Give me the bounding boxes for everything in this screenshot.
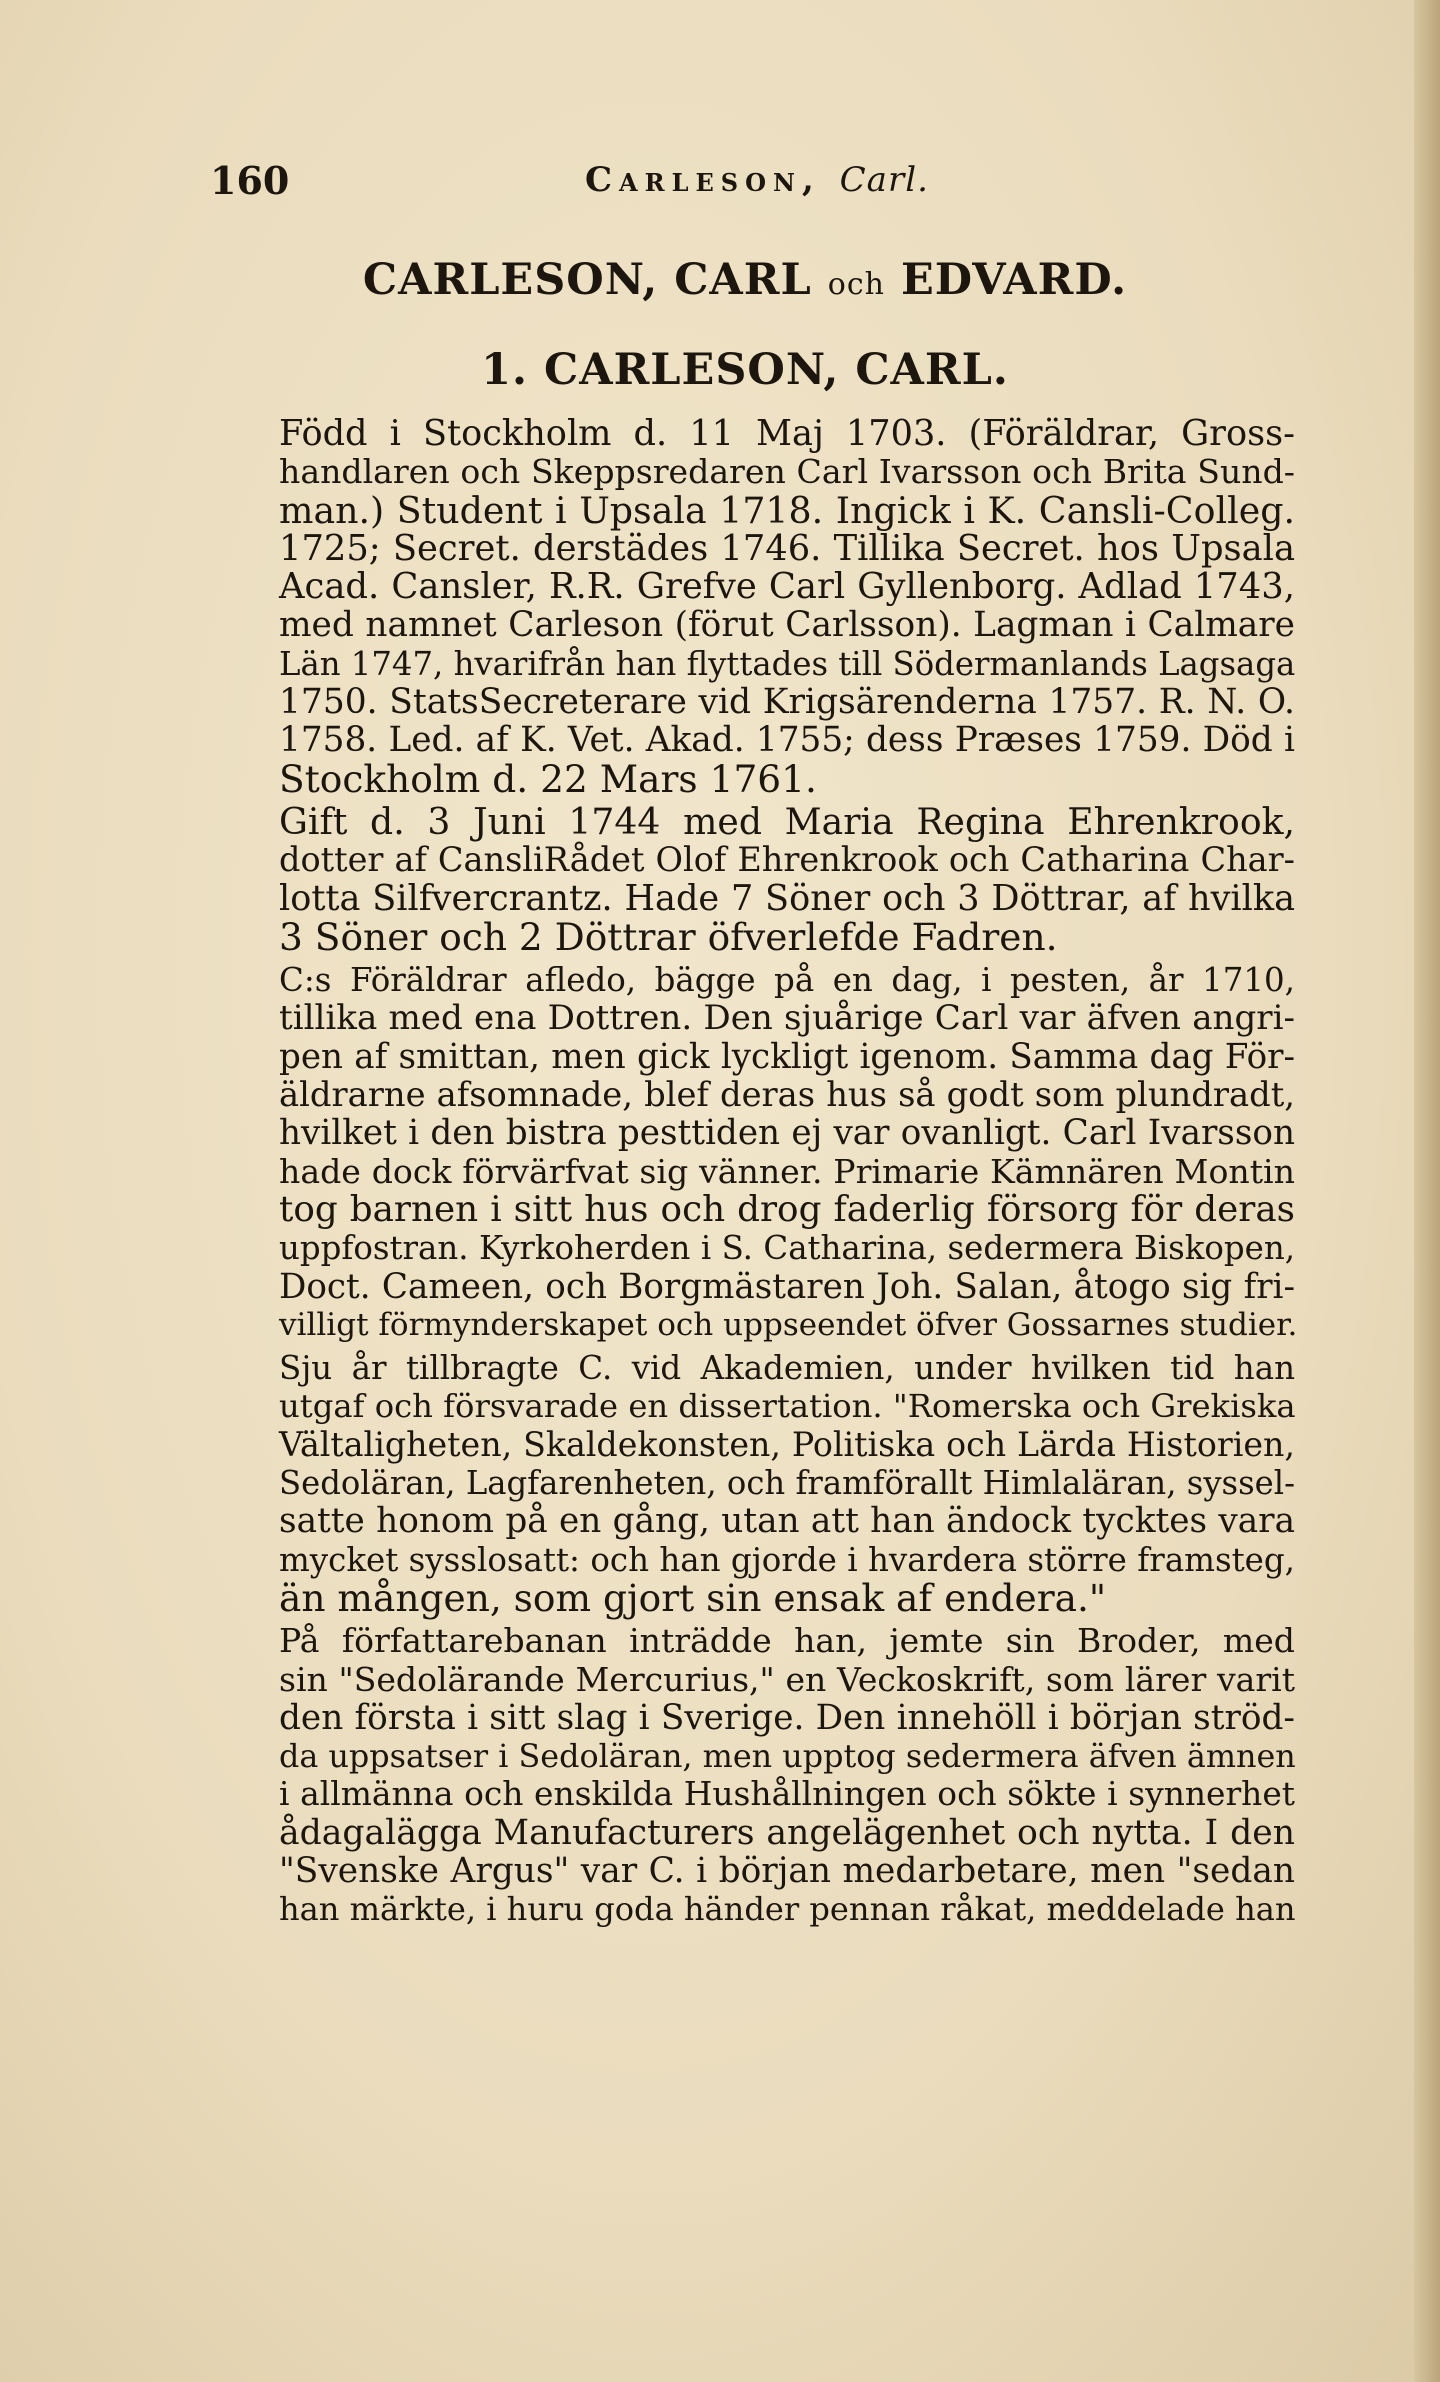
text-line: C:s Föräldrar afledo, bägge på en dag, i pesten, år 1710, <box>279 961 1295 1000</box>
main-title <box>190 255 1300 305</box>
text-line: dotter af CansliRådet Olof Ehrenkrook och Catharina Char- <box>279 840 1295 880</box>
text-line: 1725; Secret. derstädes 1746. Tillika Secret. hos Upsala <box>279 527 1295 569</box>
text-line: i allmänna och enskilda Hushållningen och sökte i synnerhet <box>279 1774 1295 1814</box>
text-line: hvilket i den bistra pesttiden ej var ovanligt. Carl Ivarsson <box>279 1113 1295 1154</box>
text-line: han märkte, i huru goda händer pennan råkat, meddelade han <box>279 1890 1296 1929</box>
text-line: sin "Sedolärande Mercurius," en Veckoskrift, som lärer varit <box>279 1659 1295 1699</box>
main-title-suffix: EDVARD. <box>900 255 1128 305</box>
page-header <box>210 158 1290 212</box>
main-title-och: och <box>827 267 885 302</box>
text-line: med namnet Carleson (förut Carlsson). Lagman i Calmare <box>279 605 1295 646</box>
text-line: pen af smittan, men gick lyckligt igenom. Samma dag För- <box>279 1036 1295 1077</box>
text-line: Län 1747, hvarifrån han flyttades till Södermanlands Lagsaga <box>279 644 1296 683</box>
section-title: 1. CARLESON, CARL. <box>481 345 1009 395</box>
text-line: 1758. Led. af K. Vet. Akad. 1755; dess Præses 1759. Död i <box>279 720 1295 761</box>
text-line: äldrarne afsomnade, blef deras hus så godt som plundradt, <box>279 1075 1295 1115</box>
text-line: den första i sitt slag i Sverige. Den innehöll i början ströd- <box>279 1697 1295 1738</box>
text-line: På författarebanan inträdde han, jemte sin Broder, med <box>279 1621 1295 1661</box>
text-line: än mången, som gjort sin ensak af endera." <box>279 1575 1107 1620</box>
text-line: villigt förmynderskapet och uppseendet öfver Gossarnes studier. <box>279 1306 1298 1343</box>
paragraph-childhood <box>197 961 1298 1344</box>
text-line: Gift d. 3 Juni 1744 med Maria Regina Ehrenkrook, <box>279 799 1295 843</box>
text-line: Acad. Cansler, R.R. Grefve Carl Gyllenborg. Adlad 1743, <box>279 566 1295 608</box>
text-line: Stockholm d. 22 Mars 1761. <box>279 756 817 801</box>
text-line: hade dock förvärfvat sig vänner. Primarie Kämnären Montin <box>279 1151 1295 1191</box>
text-line: Sedoläran, Lagfarenheten, och framförallt Himlaläran, syssel- <box>279 1464 1295 1503</box>
text-line: tog barnen i sitt hus och drog faderlig försorg för deras <box>279 1188 1295 1230</box>
text-line: uppfostran. Kyrkoherden i S. Catharina, sedermera Biskopen, <box>279 1229 1295 1268</box>
text-line: Vältaligheten, Skaldekonsten, Politiska och Lärda Historien, <box>279 1424 1295 1464</box>
page-number: 160 <box>210 158 290 203</box>
running-head <box>585 160 929 200</box>
text-line: 1750. StatsSecreterare vid Krigsärenderna 1757. R. N. O. <box>279 682 1295 723</box>
running-head-italic: Carl. <box>839 160 929 200</box>
paragraph-marriage <box>197 799 1295 959</box>
text-line: tillika med ena Dottren. Den sjuårige Carl var äfven angri- <box>279 998 1295 1039</box>
paragraph-authorship <box>197 1622 1295 1928</box>
text-line: lotta Silfvercrantz. Hade 7 Söner och 3 Döttrar, af hvilka <box>279 877 1295 919</box>
text-line: ådagalägga Manufacturers angelägenhet och nytta. I den <box>279 1812 1295 1853</box>
paragraph-biography <box>197 413 1296 801</box>
text-line: man.) Student i Upsala 1718. Ingick i K. Cansli-Colleg. <box>279 488 1295 532</box>
running-head-name: Carleson, <box>585 160 821 200</box>
paragraph-academy <box>197 1349 1296 1620</box>
text-line: mycket sysslosatt: och han gjorde i hvardera större framsteg, <box>279 1540 1295 1579</box>
text-line: satte honom på en gång, utan att han ändock tycktes vara <box>279 1501 1295 1542</box>
main-title-prefix: CARLESON, CARL <box>362 255 812 305</box>
body-text <box>197 413 1298 1934</box>
text-line: "Svenske Argus" var C. i början medarbetare, men "sedan <box>279 1850 1295 1891</box>
text-line: 3 Söner och 2 Döttrar öfverlefde Fadren. <box>279 914 1058 959</box>
text-line: Doct. Cameen, och Borgmästaren Joh. Salan, åtogo sig fri- <box>279 1266 1295 1307</box>
text-line: handlaren och Skeppsredaren Carl Ivarsson och Brita Sund- <box>279 452 1295 492</box>
text-line: Sju år tillbragte C. vid Akademien, under hvilken tid han <box>279 1349 1295 1388</box>
text-line: Född i Stockholm d. 11 Maj 1703. (Föräldrar, Gross- <box>279 413 1295 454</box>
text-line: utgaf och försvarade en dissertation. "Romerska och Grekiska <box>279 1387 1296 1426</box>
page-edge <box>1414 0 1440 2382</box>
text-line: da uppsatser i Sedoläran, men upptog sedermera äfven ämnen <box>279 1737 1296 1776</box>
